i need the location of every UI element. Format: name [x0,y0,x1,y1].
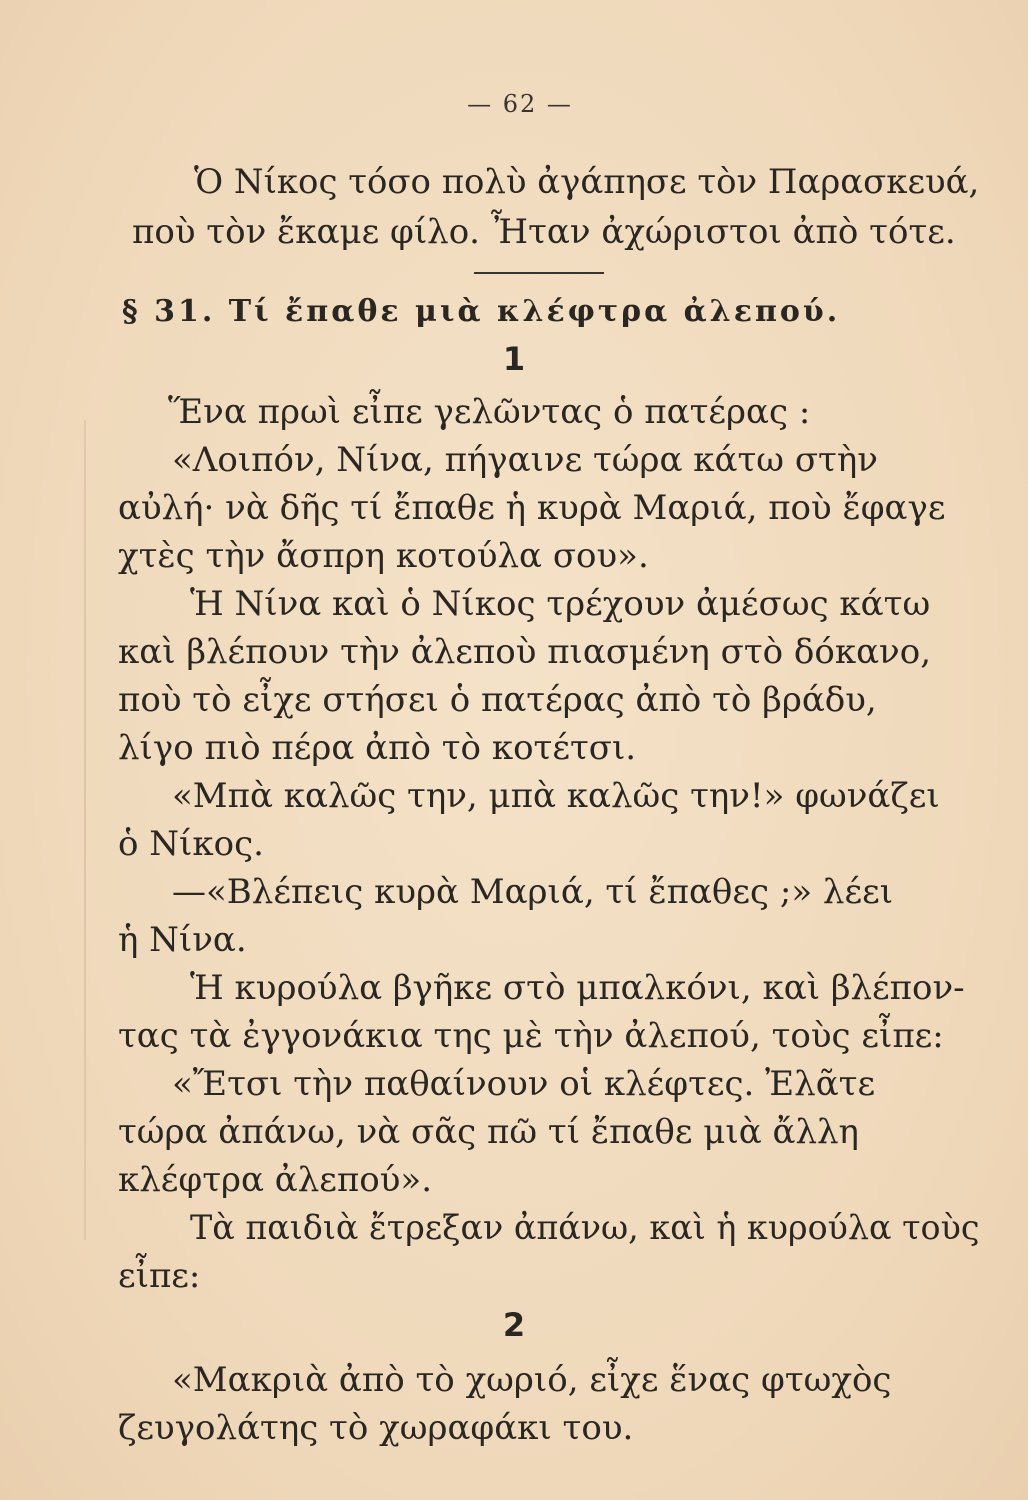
text-line: Ἡ κυρούλα βγῆκε στὸ μπαλκόνι, καὶ βλέπον- [190,968,965,1008]
text-line: ποὺ τὸ εἶχε στήσει ὁ πατέρας ἀπὸ τὸ βράδυ, [118,680,877,720]
text-line: Τὰ παιδιὰ ἔτρεξαν ἀπάνω, καὶ ἡ κυρούλα τοὺς [190,1208,980,1248]
text-line: —«Βλέπεις κυρὰ Μαριά, τί ἔπαθες ;» λέει [172,872,894,912]
text-line: τώρα ἀπάνω, νὰ σᾶς πῶ τί ἔπαθε μιὰ ἄλλη [118,1112,859,1152]
text-line: χτὲς τὴν ἄσπρη κοτούλα σου». [118,536,649,576]
text-line: ζευγολάτης τὸ χωραφάκι του. [118,1408,634,1448]
text-line: τας τὰ ἐγγονάκια της μὲ τὴν ἀλεπού, τοὺς εἶπε: [118,1016,944,1056]
section-part-number: 1 [502,340,526,378]
text-line: Ὁ Νίκος τόσο πολὺ ἀγάπησε τὸν Παρασκευά, [194,162,980,202]
margin-stain [84,420,86,1240]
page-number: — 62 — [467,90,573,118]
section-divider [474,272,604,274]
text-line: «Ἔτσι τὴν παθαίνουν οἱ κλέφτες. Ἐλᾶτε [172,1064,876,1104]
text-line: ὁ Νίκος. [118,824,264,864]
text-line: εἶπε: [118,1256,201,1296]
section-part-number: 2 [502,1306,526,1344]
text-line: ποὺ τὸν ἔκαμε φίλο. Ἦταν ἀχώριστοι ἀπὸ τότε. [132,212,956,252]
text-line: Ἡ Νίνα καὶ ὁ Νίκος τρέχουν ἀμέσως κάτω [190,584,931,624]
text-line: «Λοιπόν, Νίνα, πήγαινε τώρα κάτω στὴν [172,440,878,480]
text-line: κλέφτρα ἀλεπού». [118,1160,433,1200]
text-line: Ἕνα πρωὶ εἶπε γελῶντας ὁ πατέρας : [168,392,811,432]
text-line: λίγο πιὸ πέρα ἀπὸ τὸ κοτέτσι. [118,728,637,768]
text-line: «Μπὰ καλῶς την, μπὰ καλῶς την!» φωνάζει [172,776,940,816]
text-line: ἡ Νίνα. [118,920,247,960]
text-line: καὶ βλέπουν τὴν ἀλεποὺ πιασμένη στὸ δόκανο, [118,632,931,672]
text-line: «Μακριὰ ἀπὸ τὸ χωριό, εἶχε ἕνας φτωχὸς [172,1360,892,1400]
section-heading: § 31. Τί ἔπαθε μιὰ κλέφτρα ἀλεπού. [122,294,841,329]
text-line: αὐλή· νὰ δῆς τί ἔπαθε ἡ κυρὰ Μαριά, ποὺ ἔφαγε [118,488,946,528]
